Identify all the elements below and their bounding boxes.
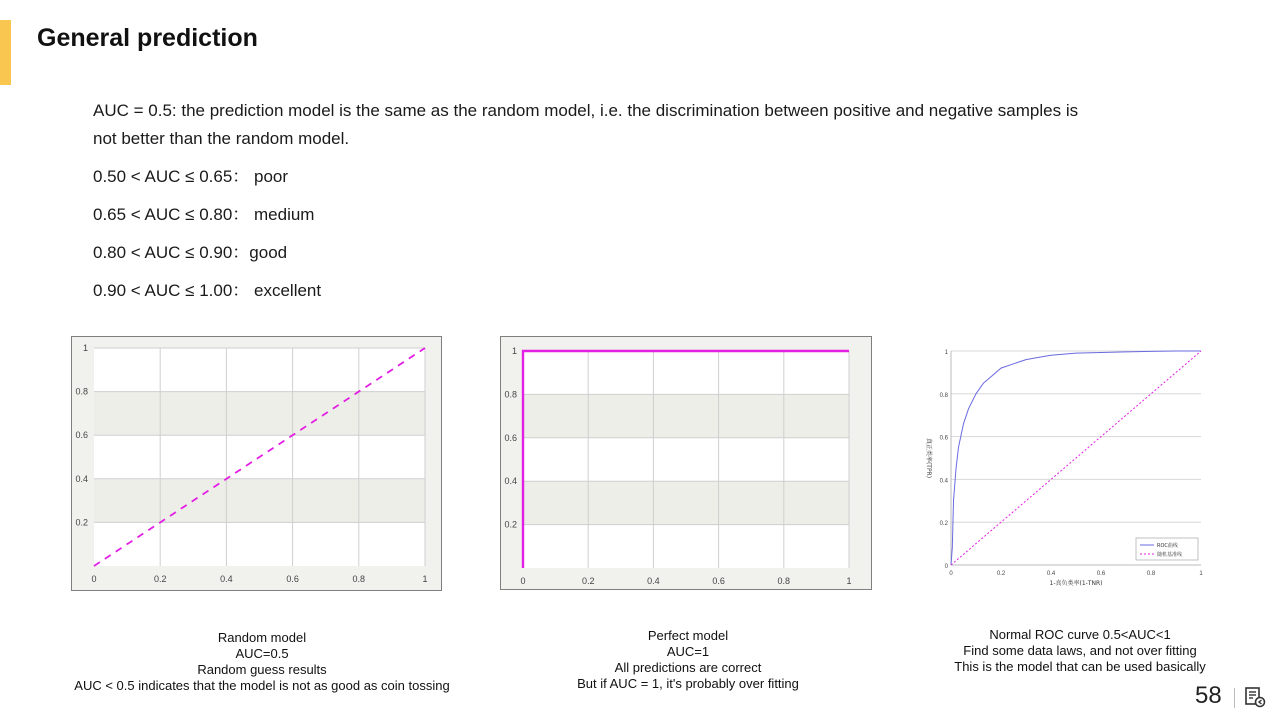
x-tick-label: 0 [91,574,97,584]
range-excellent: 0.90 < AUC ≤ 1.00： excellent [93,281,322,300]
x-tick-label: 0.6 [1096,571,1106,577]
caption-line: Random guess results [197,662,327,677]
legend-label: ROC曲线 [1157,543,1178,549]
grid-band [523,394,849,437]
random-model-caption [40,630,484,694]
y-tick-label: 1 [944,350,948,356]
legend [1136,538,1198,560]
x-tick-label: 1 [1199,571,1203,577]
x-tick-label: 0.4 [220,574,233,584]
y-tick-label: 0.4 [75,473,88,484]
x-axis-label: 1-真负类率(1-TNR) [1049,580,1103,587]
caption-line: This is the model that can be used basically [954,659,1206,674]
y-tick-label: 1 [82,343,88,353]
y-tick-label: 0.2 [75,517,88,528]
grid-band [523,481,849,524]
x-tick-label: 0.2 [153,574,167,584]
caption-line: AUC < 0.5 indicates that the model is not as good as coin tossing [74,678,450,693]
caption-line: All predictions are correct [614,660,762,675]
y-axis-label: 真正类率(TPR) [925,437,932,479]
y-tick-label: 0.4 [504,476,517,487]
x-tick-label: 0.8 [1146,571,1156,577]
x-tick-label: 0.4 [647,576,660,586]
slides-nav-icon[interactable] [1244,686,1266,708]
caption-line: Find some data laws, and not over fitting [963,643,1197,658]
caption-line: Perfect model [647,628,729,643]
y-tick-label: 0.8 [504,389,517,400]
normal-roc-caption [930,627,1230,675]
perfect-model-chart [500,336,872,590]
body-text [93,97,1103,310]
x-tick-label: 0.8 [777,576,791,586]
grid-band [94,392,425,436]
caption-line: AUC=1 [666,644,710,659]
y-tick-label: 0.2 [504,519,517,530]
y-tick-label: 0.2 [939,521,948,528]
plot-area [523,351,849,568]
y-tick-label: 1 [511,346,517,356]
x-tick-label: 1 [422,574,428,584]
random-model-chart [71,336,442,591]
y-tick-label: 0.6 [939,435,948,442]
page-number: 58 [1195,682,1222,709]
footer-divider [1234,688,1235,708]
caption-line: But if AUC = 1, it's probably over fitting [577,676,799,691]
range-medium: 0.65 < AUC ≤ 0.80： medium [93,205,315,224]
y-tick-label: 0.6 [504,432,517,443]
x-tick-label: 0.8 [352,574,366,584]
y-tick-label: 0 [944,564,948,570]
title-accent-bar [0,20,11,85]
x-tick-label: 0.6 [286,574,299,584]
y-tick-label: 0.8 [75,386,88,397]
page-title: General prediction [37,24,258,52]
x-tick-label: 0.2 [581,576,595,586]
normal-roc-chart [918,340,1210,592]
series-line-随机基准线 [951,351,1201,565]
x-tick-label: 0.4 [1046,571,1056,577]
y-tick-label: 0.8 [939,392,948,399]
grid-band [94,479,425,523]
y-tick-label: 0.4 [939,478,948,485]
caption-line: AUC=0.5 [235,646,289,661]
x-tick-label: 0 [520,576,526,586]
caption-line: Random model [217,630,307,645]
perfect-model-caption [540,628,836,692]
range-poor: 0.50 < AUC ≤ 0.65： poor [93,167,289,186]
auc-definition: AUC = 0.5: the prediction model is the same as the random model, i.e. the discrimination between positive and negative samples is not better than the random model. [93,101,1079,148]
caption-line: Normal ROC curve 0.5<AUC<1 [989,627,1171,642]
x-tick-label: 1 [846,576,852,586]
y-tick-label: 0.6 [75,430,88,441]
range-good: 0.80 < AUC ≤ 0.90：good [93,243,288,262]
x-tick-label: 0.2 [996,571,1006,577]
x-tick-label: 0 [949,571,953,577]
x-tick-label: 0.6 [712,576,725,586]
legend-label: 随机基准线 [1157,552,1183,558]
